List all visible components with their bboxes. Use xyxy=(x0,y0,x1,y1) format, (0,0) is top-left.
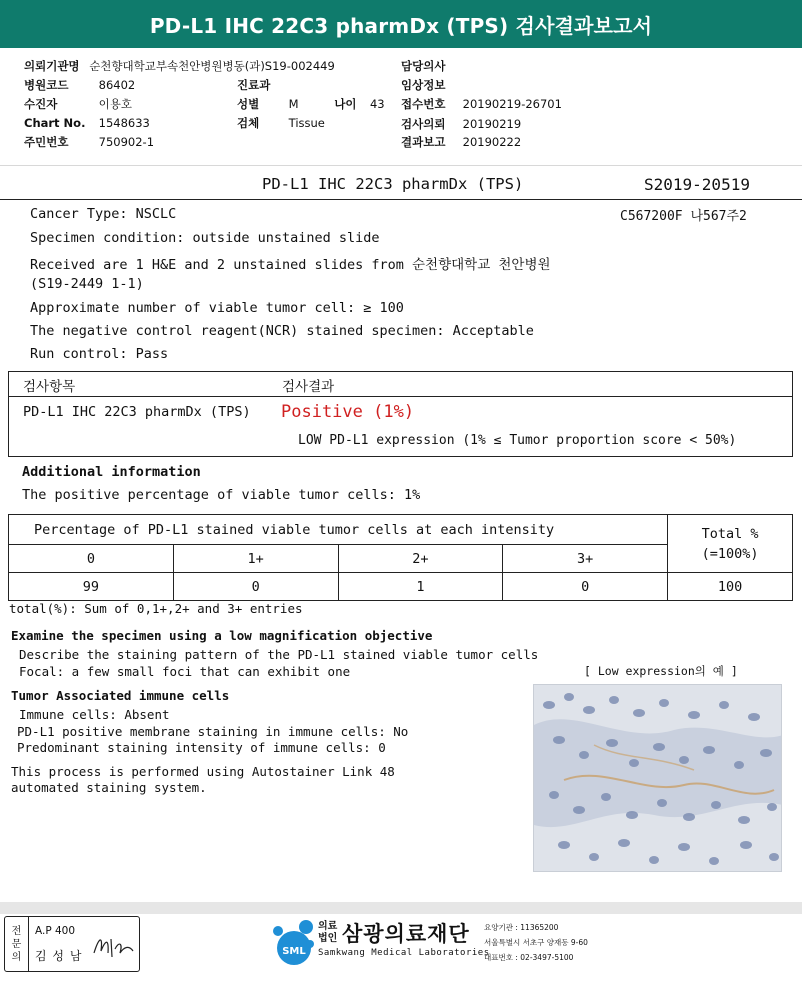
hospital-code-label: 병원코드 xyxy=(24,78,69,92)
report-line: Cancer Type: NSCLC xyxy=(30,206,177,222)
dept-label: 진료과 xyxy=(237,78,271,92)
doctor-row xyxy=(401,58,445,74)
intensity-value: 1 xyxy=(338,573,503,601)
chart-no-value: 1548633 xyxy=(98,116,150,130)
intensity-value: 0 xyxy=(173,573,338,601)
immune-line-1: Immune cells: Absent xyxy=(19,707,170,722)
institution-value: 순천향대학교부속천안병원병동(과)S19-002449 xyxy=(89,59,335,73)
sex-label: 성별 xyxy=(237,97,260,111)
institution-row xyxy=(24,58,335,74)
request-value: 20190219 xyxy=(462,117,522,131)
age-value: 43 xyxy=(369,97,385,111)
intensity-value-row xyxy=(9,573,793,601)
total-header-sub: (=100%) xyxy=(701,545,759,562)
report-value: 20190222 xyxy=(462,135,522,149)
specimen-value: Tissue xyxy=(288,116,325,130)
hospital-code-row xyxy=(24,77,135,93)
total-header-cell xyxy=(668,515,793,573)
result-box-divider xyxy=(9,396,792,397)
micrograph-svg xyxy=(534,685,782,872)
signature-icon xyxy=(91,931,137,961)
header-divider xyxy=(0,165,802,166)
intensity-table xyxy=(8,514,793,601)
report-heading xyxy=(0,172,802,198)
report-line: The negative control reagent(NCR) stained specimen: Acceptable xyxy=(30,323,534,339)
intensity-table-header: Percentage of PD-L1 stained viable tumor cells at each intensity xyxy=(9,515,668,545)
accession-number: S2019-20519 xyxy=(644,175,750,194)
recipient-row xyxy=(24,96,132,112)
corp-label-1: 의료 xyxy=(318,921,338,932)
report-line: (S19-2449 1-1) xyxy=(30,276,144,292)
intensity-value: 99 xyxy=(9,573,174,601)
intensity-level: 3+ xyxy=(503,545,668,573)
total-note: total(%): Sum of 0,1+,2+ and 3+ entries xyxy=(9,601,303,616)
report-line: Run control: Pass xyxy=(30,346,169,362)
stamp-title: A.P 400 xyxy=(35,925,76,937)
org-info-3: 대표번호 : 02-3497-5100 xyxy=(484,953,574,962)
org-name: 삼광의료재단 xyxy=(342,922,470,946)
report-heading-divider xyxy=(0,199,802,200)
resident-no-row xyxy=(24,134,154,150)
corp-label xyxy=(318,921,337,945)
report-label: 결과보고 xyxy=(401,135,446,149)
footer-band xyxy=(0,902,802,914)
report-line: Specimen condition: outside unstained slide xyxy=(30,230,380,246)
report-date-row xyxy=(401,134,521,150)
immune-line-2: PD-L1 positive membrane staining in immune cells: No xyxy=(17,724,409,739)
result-interpretation: LOW PD-L1 expression (1% ≤ Tumor proportion score < 50%) xyxy=(298,433,737,448)
test-name-heading: PD-L1 IHC 22C3 pharmDx (TPS) xyxy=(262,175,524,193)
micrograph-image xyxy=(533,684,782,872)
examine-line-1: Describe the staining pattern of the PD-L1 stained viable tumor cells xyxy=(19,647,539,662)
intensity-level: 2+ xyxy=(338,545,503,573)
immune-line-3: Predominant staining intensity of immune cells: 0 xyxy=(17,740,386,755)
image-caption: [ Low expression의 예 ] xyxy=(584,664,738,678)
intensity-level: 0 xyxy=(9,545,174,573)
report-line: Approximate number of viable tumor cell: ≥ 100 xyxy=(30,300,404,316)
sex-value: M xyxy=(288,97,299,111)
examine-line-2: Focal: a few small foci that can exhibit one xyxy=(19,664,351,679)
immune-heading: Tumor Associated immune cells xyxy=(11,688,230,703)
org-info-1: 요양기관 : 11365200 xyxy=(484,923,559,932)
institution-label: 의뢰기관명 xyxy=(24,59,80,73)
org-info-2: 서울특별시 서초구 양재동 9-60 xyxy=(484,938,588,947)
report-line: Received are 1 H&E and 2 unstained slides from 순천향대학교 천안병원 xyxy=(30,257,551,273)
chart-no-label: Chart No. xyxy=(24,116,86,130)
stamp-side-char: 전 xyxy=(11,925,22,937)
recipient-value: 이용호 xyxy=(98,97,132,111)
org-english-name: Samkwang Medical Laboratories xyxy=(318,948,490,958)
receipt-no-row xyxy=(401,96,562,112)
sml-logo-icon xyxy=(270,918,314,968)
receipt-no-label: 접수번호 xyxy=(401,97,446,111)
sex-age-row xyxy=(237,96,385,112)
sml-logo-text: SML xyxy=(282,946,306,957)
doctor-label: 담당의사 xyxy=(401,59,446,73)
clinical-row xyxy=(401,77,445,93)
stamp-side xyxy=(5,917,29,971)
resident-no-label: 주민번호 xyxy=(24,135,69,149)
receipt-no-value: 20190219-26701 xyxy=(462,97,562,111)
chart-no-row xyxy=(24,116,150,130)
process-line-2: automated staining system. xyxy=(11,780,207,795)
intensity-level: 1+ xyxy=(173,545,338,573)
dept-row xyxy=(237,77,270,93)
report-title: PD-L1 IHC 22C3 pharmDx (TPS) 검사결과보고서 xyxy=(149,13,653,38)
stamp-side-char: 의 xyxy=(11,951,22,963)
specimen-row xyxy=(237,115,325,131)
stamp-name: 김 성 남 xyxy=(35,949,83,963)
result-column-header: 검사결과 xyxy=(282,379,335,395)
result-value: Positive (1%) xyxy=(281,402,415,422)
intensity-total: 100 xyxy=(668,573,793,601)
corp-label-2: 법인 xyxy=(318,933,338,944)
order-code: C567200F 나567주2 xyxy=(620,209,747,224)
age-label: 나이 xyxy=(334,97,357,111)
resident-no-value: 750902-1 xyxy=(98,135,155,149)
recipient-label: 수진자 xyxy=(24,97,58,111)
examine-heading: Examine the specimen using a low magnification objective xyxy=(11,628,433,643)
specimen-label: 검체 xyxy=(237,116,260,130)
stamp-side-char: 문 xyxy=(11,938,22,950)
result-item-name: PD-L1 IHC 22C3 pharmDx (TPS) xyxy=(23,404,251,420)
pathologist-stamp xyxy=(4,916,140,972)
report-title-bar xyxy=(0,0,802,48)
clinical-label: 임상정보 xyxy=(401,78,446,92)
intensity-value: 0 xyxy=(503,573,668,601)
result-box xyxy=(8,371,793,457)
request-row xyxy=(401,116,521,132)
hospital-code-value: 86402 xyxy=(98,78,136,92)
additional-text: The positive percentage of viable tumor cells: 1% xyxy=(22,487,421,503)
process-line-1: This process is performed using Autostainer Link 48 xyxy=(11,764,395,779)
total-header: Total % xyxy=(701,525,759,542)
request-label: 검사의뢰 xyxy=(401,117,446,131)
item-column-header: 검사항목 xyxy=(23,379,76,395)
additional-heading: Additional information xyxy=(22,464,201,480)
